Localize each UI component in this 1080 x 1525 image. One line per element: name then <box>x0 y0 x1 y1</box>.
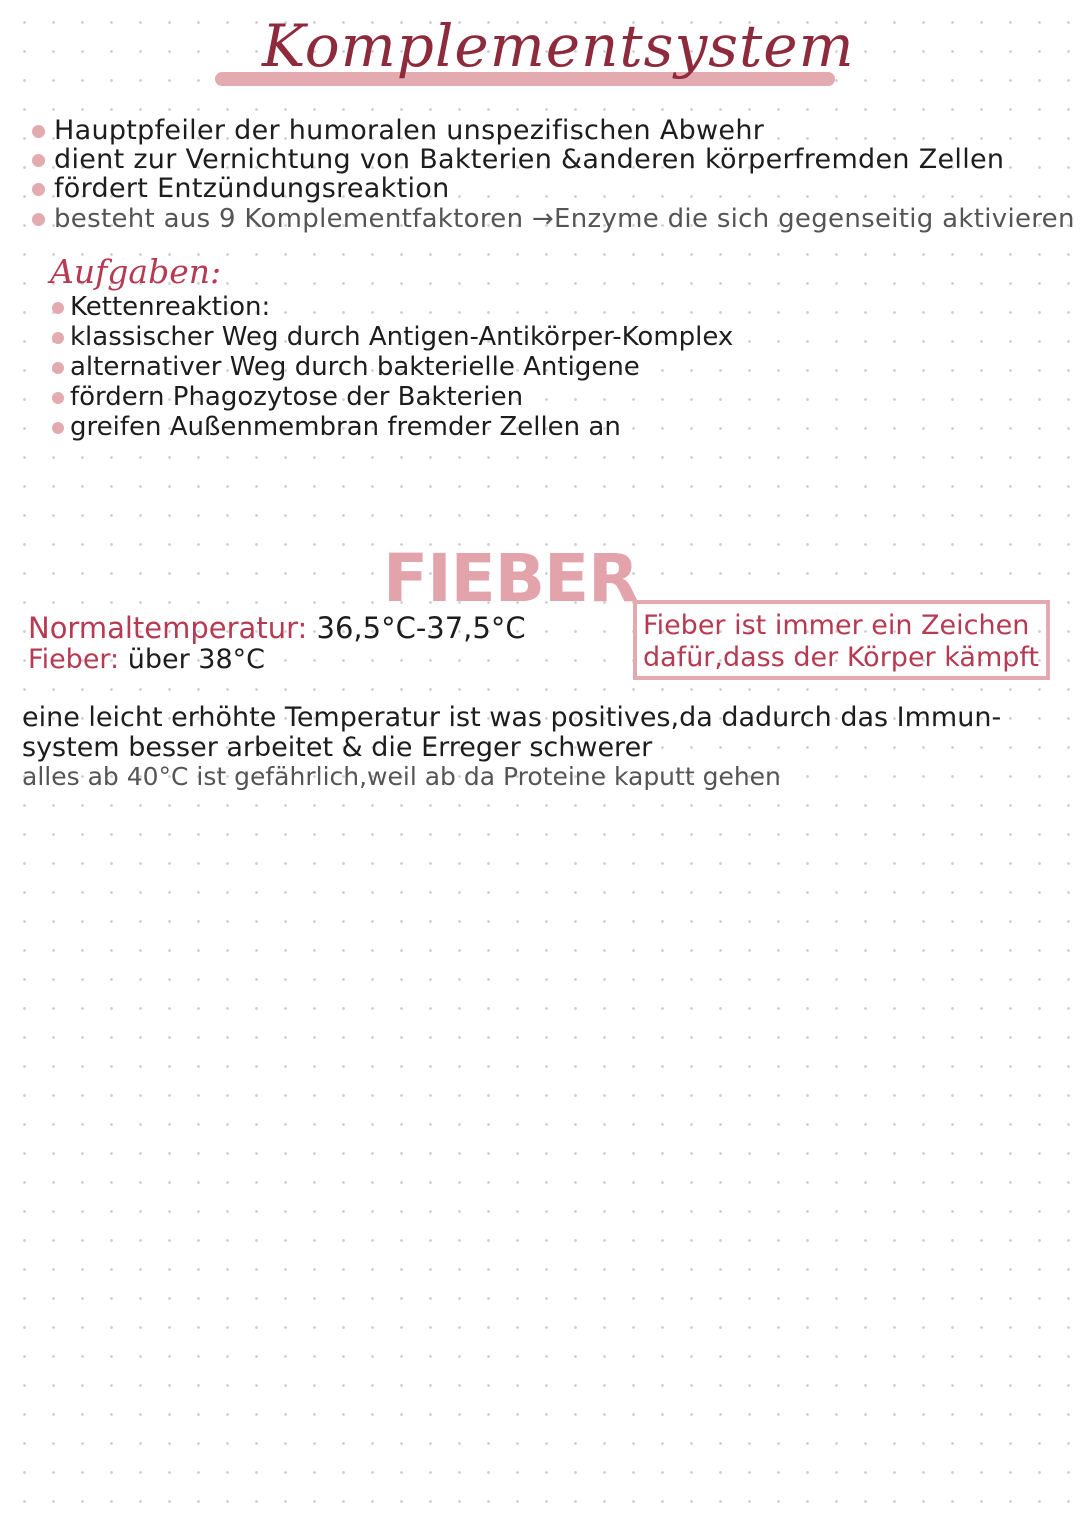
fieber-heading: FIEBER <box>383 540 638 617</box>
fever-paragraph-line: alles ab 40°C ist gefährlich,weil ab da Proteine kaputt gehen <box>22 762 781 791</box>
bullet-dot <box>32 183 45 196</box>
aufgaben-item: greifen Außenmembran fremder Zellen an <box>52 412 621 442</box>
fever-value: über 38°C <box>127 644 266 675</box>
intro-bullet: fördert Entzündungsreaktion <box>32 174 450 204</box>
aufgaben-item: Kettenreaktion: <box>52 292 270 322</box>
bullet-dot <box>32 154 45 167</box>
aufgaben-item: klassischer Weg durch Antigen-Antikörper-Komplex <box>52 322 733 352</box>
fever-paragraph-line: system besser arbeitet & die Erreger schwerer <box>22 732 653 763</box>
intro-bullet: Hauptpfeiler der humoralen unspezifischen Abwehr <box>32 116 764 146</box>
fever-paragraph-line: eine leicht erhöhte Temperatur ist was positives,da dadurch das Immun- <box>22 702 1002 733</box>
bullet-dot <box>32 125 45 138</box>
bullet-dot <box>32 213 45 226</box>
bullet-dot <box>52 392 64 404</box>
intro-bullet: besteht aus 9 Komplementfaktoren →Enzyme die sich gegenseitig aktivieren <box>32 204 1075 234</box>
bullet-dot <box>52 362 64 374</box>
fever-temperature <box>28 644 265 676</box>
bullet-dot <box>52 302 64 314</box>
bullet-dot <box>52 332 64 344</box>
aufgaben-item: fördern Phagozytose der Bakterien <box>52 382 523 412</box>
page-title: Komplementsystem <box>262 12 855 80</box>
fever-label: Fieber: <box>28 644 120 675</box>
intro-bullet: dient zur Vernichtung von Bakterien &anderen körperfremden Zellen <box>32 145 1004 175</box>
aufgaben-item: alternativer Weg durch bakterielle Antigene <box>52 352 640 382</box>
normal-temperature-value: 36,5°C-37,5°C <box>316 611 526 645</box>
bullet-dot <box>52 422 64 434</box>
aufgaben-heading: Aufgaben: <box>50 252 222 291</box>
normal-temperature <box>28 612 526 644</box>
normal-temperature-label: Normaltemperatur: <box>28 611 308 645</box>
fever-info-box <box>633 600 1050 680</box>
fever-info-text: Fieber ist immer ein Zeichen dafür,dass der Körper kämpft <box>643 610 1039 673</box>
